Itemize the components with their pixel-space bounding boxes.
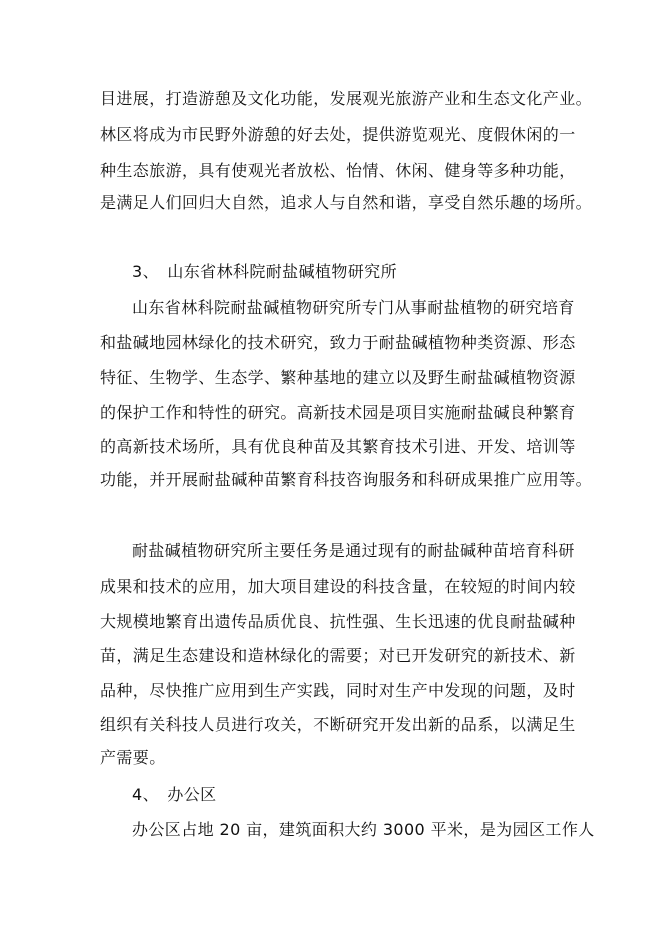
paragraph-line: 的高新技术场所，具有优良种苗及其繁育技术引进、开发、培训等: [100, 437, 576, 456]
paragraph-line: 功能，并开展耐盐碱种苗繁育科技咨询服务和科研成果推广应用等。: [100, 470, 593, 489]
paragraph-line: 苗，满足生态建设和造林绿化的需要；对已开发研究的新技术、新: [100, 646, 576, 665]
paragraph-line: 目进展，打造游憩及文化功能，发展观光旅游产业和生态文化产业。: [100, 89, 593, 108]
paragraph-line: 成果和技术的应用，加大项目建设的科技含量，在较短的时间内较: [100, 577, 576, 596]
paragraph-line: 大规模地繁育出遗传品质优良、抗性强、生长迅速的优良耐盐碱种: [100, 612, 576, 631]
paragraph-line: 山东省林科院耐盐碱植物研究所专门从事耐盐植物的研究培育: [132, 298, 575, 317]
section-heading: 4、 办公区: [132, 785, 217, 804]
paragraph-line: 产需要。: [100, 748, 166, 767]
paragraph-line: 品种，尽快推广应用到生产实践，同时对生产中发现的问题，及时: [100, 681, 576, 700]
paragraph-line: 办公区占地 20 亩，建筑面积大约 3000 平米，是为园区工作人: [132, 820, 595, 839]
section-heading: 3、 山东省林科院耐盐碱植物研究所: [132, 262, 397, 281]
paragraph-line: 的保护工作和特性的研究。高新技术园是项目实施耐盐碱良种繁育: [100, 403, 576, 422]
paragraph-line: 组织有关科技人员进行攻关，不断研究开发出新的品系，以满足生: [100, 715, 576, 734]
paragraph-line: 林区将成为市民野外游憩的好去处，提供游览观光、度假休闲的一: [100, 125, 576, 144]
paragraph-line: 种生态旅游，具有使观光者放松、怡情、休闲、健身等多种功能，: [100, 161, 576, 180]
paragraph-line: 是满足人们回归大自然，追求人与自然和谐，享受自然乐趣的场所。: [100, 193, 593, 212]
paragraph-line: 耐盐碱植物研究所主要任务是通过现有的耐盐碱种苗培育科研: [132, 541, 575, 560]
paragraph-line: 和盐碱地园林绿化的技术研究，致力于耐盐碱植物种类资源、形态: [100, 333, 576, 352]
paragraph-line: 特征、生物学、生态学、繁种基地的建立以及野生耐盐碱植物资源: [100, 368, 576, 387]
